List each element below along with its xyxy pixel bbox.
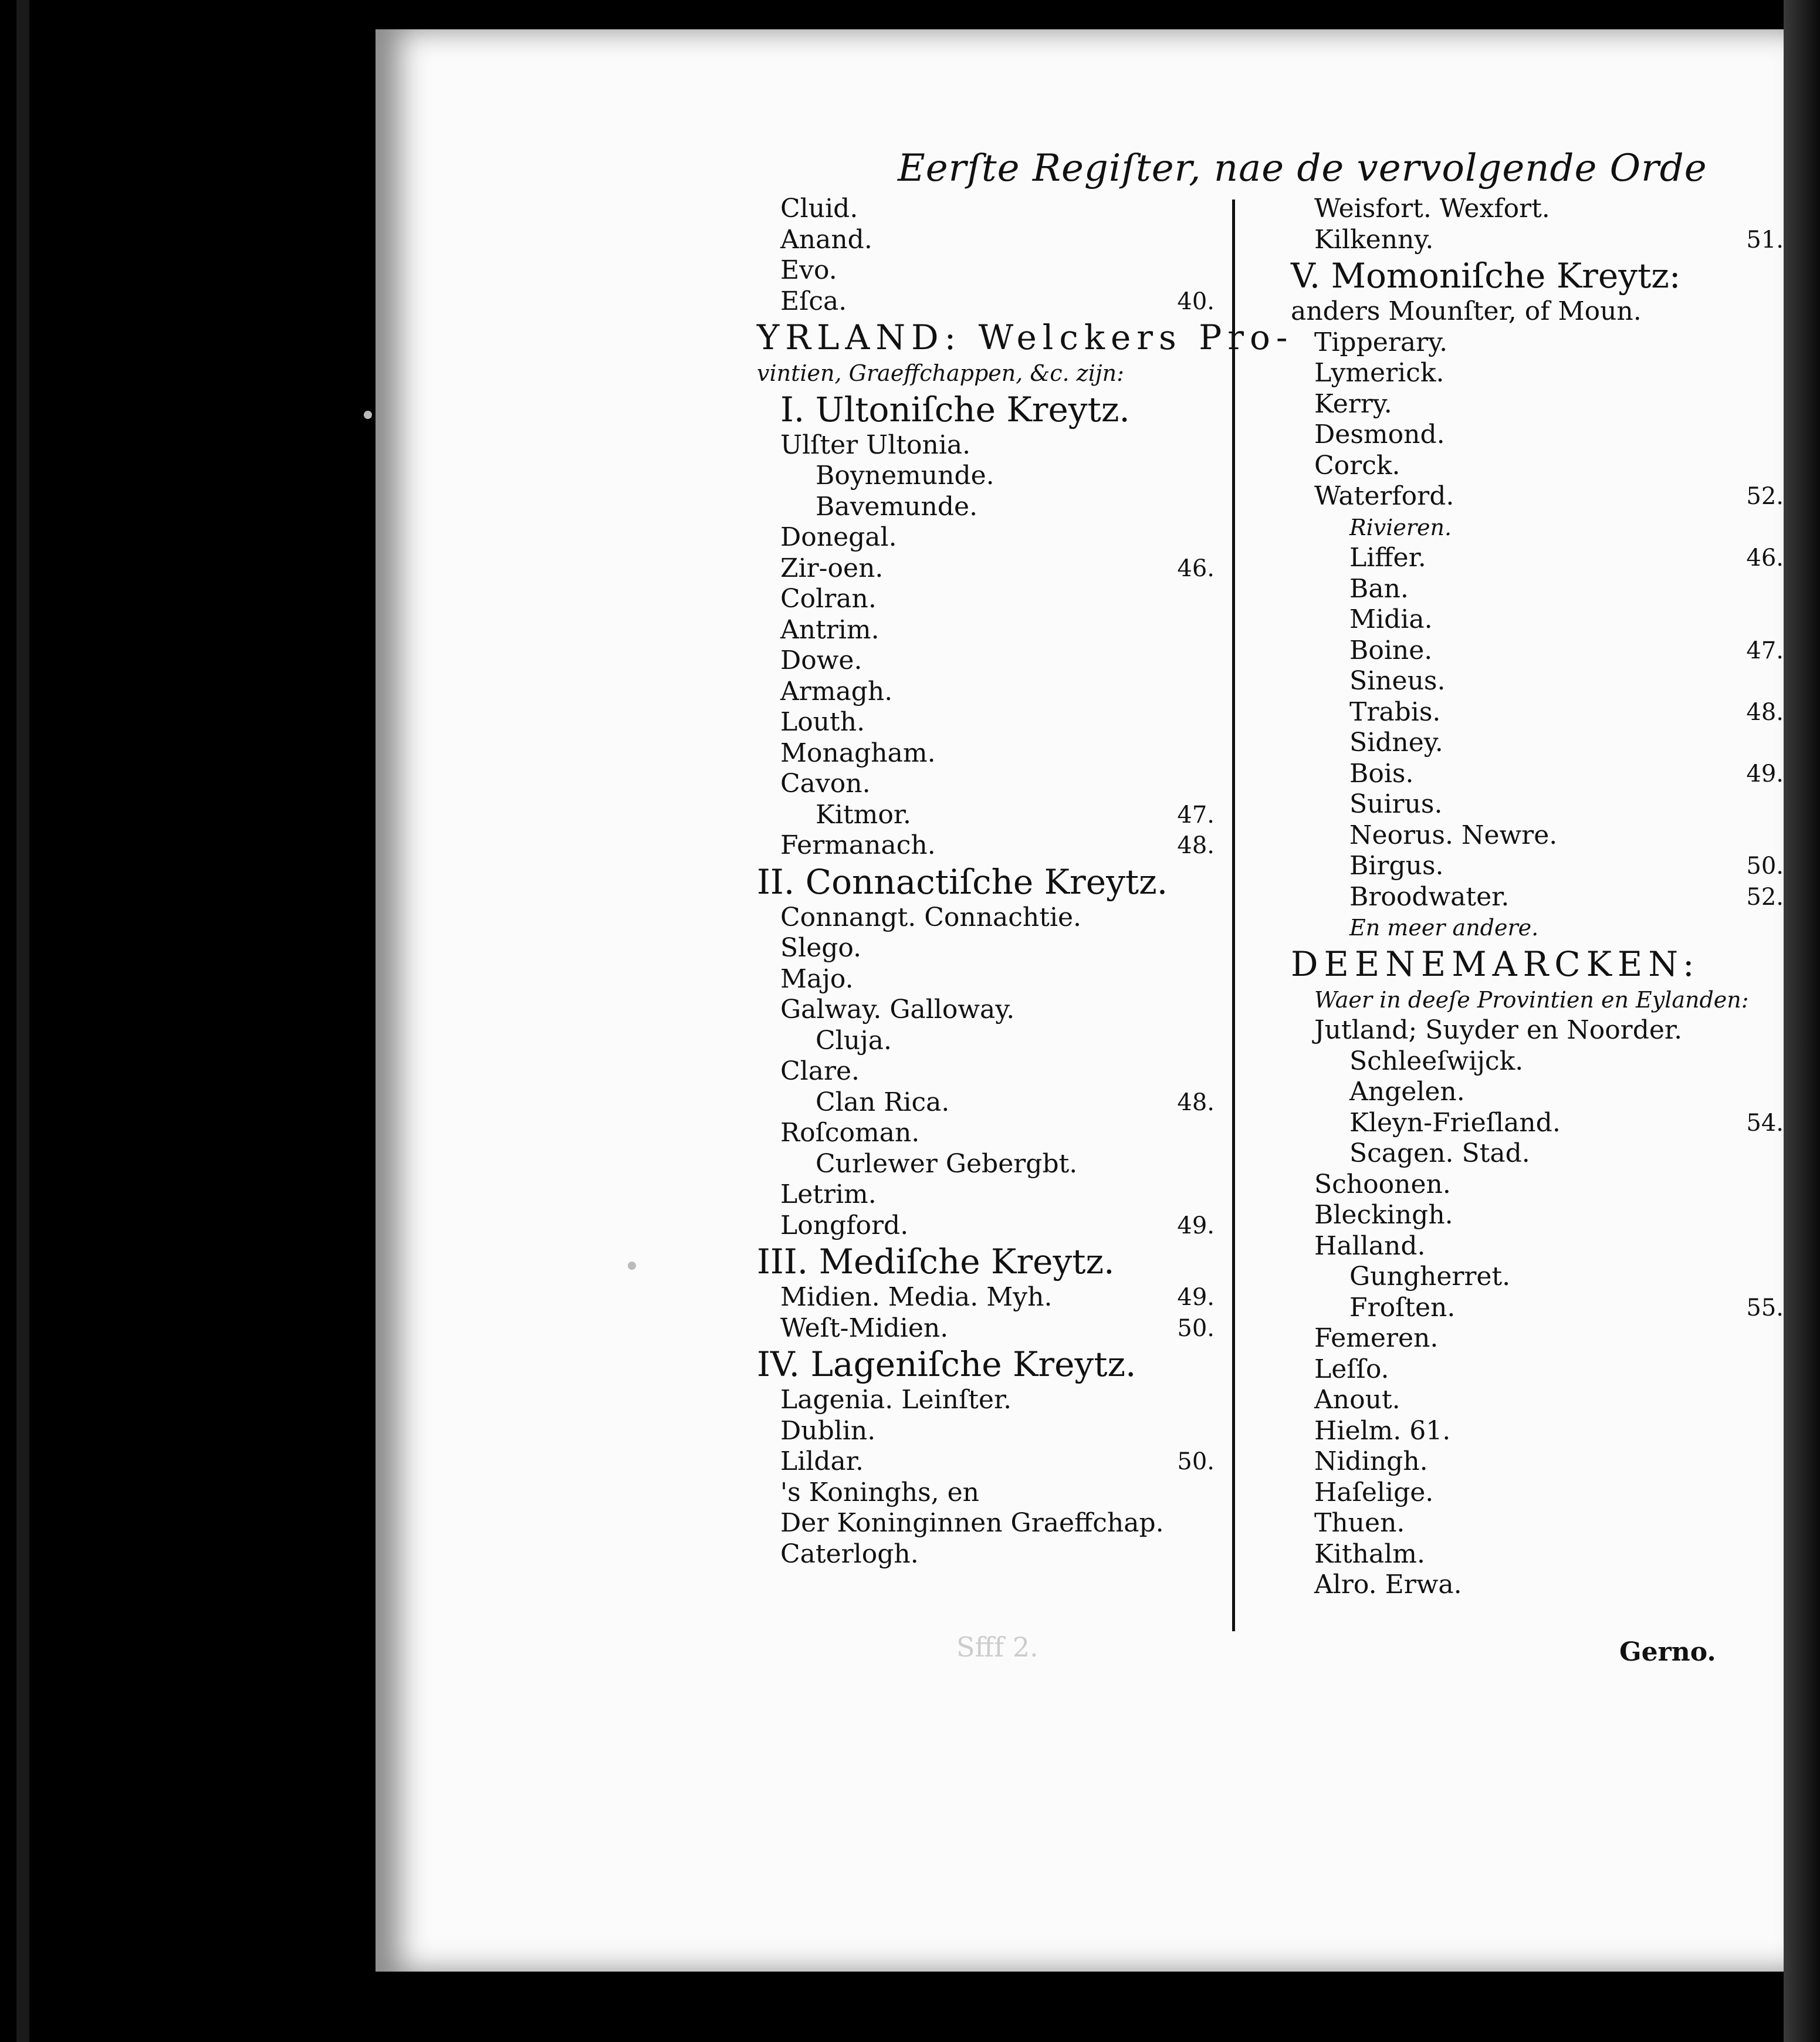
page-number: 48. xyxy=(1177,1088,1215,1116)
entry-text: Midia. xyxy=(1349,604,1433,634)
page-number: 47. xyxy=(1746,637,1784,664)
entry-text: Clare. xyxy=(780,1056,860,1086)
index-entry xyxy=(757,1149,1215,1180)
index-entry xyxy=(757,492,1215,523)
index-entry xyxy=(1291,1262,1748,1293)
index-entry xyxy=(1291,420,1748,451)
entry-text: Femeren. xyxy=(1314,1323,1439,1353)
index-entry xyxy=(757,800,1215,831)
page-signature: Sfff 2. xyxy=(956,1631,1038,1663)
index-entry xyxy=(1291,451,1748,482)
left-column xyxy=(757,194,1294,1570)
index-entry xyxy=(757,553,1215,584)
entry-text: Liffer. xyxy=(1349,543,1426,573)
entry-text: Jutland; Suyder en Noorder. xyxy=(1314,1015,1683,1045)
entry-text: Roſcoman. xyxy=(780,1118,920,1148)
entry-text: Nidingh. xyxy=(1314,1446,1428,1476)
index-entry xyxy=(1291,1231,1748,1262)
entry-text: Waterford. xyxy=(1314,481,1454,511)
index-entry xyxy=(757,1416,1215,1447)
index-entry xyxy=(1291,194,1748,225)
entry-text: II. Connactiſche Kreytz. xyxy=(757,861,1168,902)
index-entry xyxy=(757,317,1294,358)
entry-text: Weſt-Midien. xyxy=(780,1313,949,1343)
index-entry xyxy=(1291,358,1748,389)
index-entry xyxy=(757,1087,1215,1118)
page-number: 50. xyxy=(1177,1314,1215,1342)
entry-text: DEENEMARCKEN: xyxy=(1291,944,1700,984)
entry-text: Letrim. xyxy=(780,1179,877,1209)
entry-text: Froſten. xyxy=(1349,1292,1456,1323)
entry-text: Bavemunde. xyxy=(816,491,978,522)
index-entry xyxy=(757,461,1215,492)
index-entry xyxy=(1291,1416,1748,1447)
entry-text: Curlewer Gebergbt. xyxy=(816,1148,1078,1179)
right-column xyxy=(1291,194,1784,1601)
index-entry xyxy=(1291,296,1748,327)
entry-text: Clan Rica. xyxy=(816,1087,950,1117)
index-entry xyxy=(757,1344,1215,1385)
entry-text: Midien. Media. Myh. xyxy=(780,1282,1053,1312)
entry-text: Sidney. xyxy=(1349,728,1443,758)
entry-text: Suirus. xyxy=(1349,789,1443,819)
index-entry xyxy=(1291,1478,1748,1509)
index-entry xyxy=(1291,635,1784,667)
page-number: 50. xyxy=(1177,1448,1215,1475)
page-header: Eerſte Regiſter, nae de vervolgende Orde xyxy=(898,147,1707,190)
index-entry xyxy=(1291,1138,1748,1169)
index-entry xyxy=(1291,512,1748,543)
entry-text: Caterlogh. xyxy=(780,1539,919,1569)
entry-text: Waer in deeſe Provintien en Eylanden: xyxy=(1314,986,1749,1013)
index-entry xyxy=(757,769,1215,800)
index-entry xyxy=(757,707,1215,738)
index-entry xyxy=(757,286,1215,317)
catchword: Gerno. xyxy=(1619,1637,1716,1667)
entry-text: Alro. Erwa. xyxy=(1314,1570,1462,1600)
entry-text: Schleeſwijck. xyxy=(1349,1046,1524,1076)
book-spine xyxy=(16,0,29,2042)
page-number: 54. xyxy=(1746,1109,1784,1137)
entry-text: Tipperary. xyxy=(1314,327,1448,357)
entry-text: YRLAND: Welckers Pro- xyxy=(757,317,1294,357)
index-entry xyxy=(1291,1292,1784,1324)
entry-text: Zir-oen. xyxy=(780,553,884,583)
page-number: 49. xyxy=(1177,1284,1215,1311)
index-entry xyxy=(1291,728,1748,759)
index-entry xyxy=(1291,327,1748,359)
index-entry xyxy=(757,1478,1215,1509)
index-entry xyxy=(757,1446,1215,1478)
index-entry xyxy=(757,1026,1215,1057)
entry-text: Halland. xyxy=(1314,1230,1426,1261)
index-entry xyxy=(1291,389,1748,420)
entry-text: Gungherret. xyxy=(1349,1262,1511,1292)
entry-text: Leſſo. xyxy=(1314,1354,1389,1384)
entry-text: V. Momoniſche Kreytz: xyxy=(1291,256,1681,296)
index-entry xyxy=(757,645,1215,677)
page-number: 51. xyxy=(1746,226,1784,253)
index-entry xyxy=(1291,543,1784,574)
index-entry xyxy=(757,1241,1215,1282)
entry-text: Anout. xyxy=(1314,1385,1400,1415)
entry-text: Dublin. xyxy=(780,1415,876,1446)
index-entry xyxy=(757,677,1215,708)
entry-text: Scagen. Stad. xyxy=(1349,1138,1530,1168)
entry-text: Birgus. xyxy=(1349,851,1444,881)
index-entry xyxy=(757,1282,1215,1313)
index-entry xyxy=(1291,604,1748,635)
scan-edge xyxy=(1784,0,1820,2042)
index-entry xyxy=(1291,1570,1748,1601)
index-entry xyxy=(757,1056,1215,1087)
entry-text: 's Koninghs, en xyxy=(780,1477,980,1507)
index-entry xyxy=(757,1508,1215,1539)
index-entry xyxy=(757,830,1215,861)
index-entry xyxy=(757,430,1215,461)
page-number: 55. xyxy=(1746,1294,1784,1321)
index-entry xyxy=(757,933,1215,964)
page-number: 40. xyxy=(1177,288,1215,315)
entry-text: Colran. xyxy=(780,584,877,614)
index-entry xyxy=(1291,1508,1748,1539)
entry-text: En meer andere. xyxy=(1349,915,1539,941)
index-entry xyxy=(757,1211,1215,1242)
entry-text: Lildar. xyxy=(780,1446,864,1476)
entry-text: Bleckingh. xyxy=(1314,1200,1453,1230)
index-entry xyxy=(1291,912,1748,944)
entry-text: Schoonen. xyxy=(1314,1169,1451,1199)
entry-text: Monagham. xyxy=(780,738,936,768)
entry-text: Desmond. xyxy=(1314,420,1445,449)
entry-text: Donegal. xyxy=(780,522,897,552)
page-number: 52. xyxy=(1746,883,1784,911)
entry-text: I. Ultoniſche Kreytz. xyxy=(780,389,1130,430)
index-entry xyxy=(1291,851,1784,882)
entry-text: Longford. xyxy=(780,1210,909,1240)
page-number: 46. xyxy=(1746,545,1784,572)
entry-text: Connangt. Connachtie. xyxy=(780,902,1082,932)
index-entry xyxy=(1291,1107,1784,1139)
entry-text: Slego. xyxy=(780,933,862,963)
entry-text: anders Mounſter, of Moun. xyxy=(1291,296,1642,326)
entry-text: Rivieren. xyxy=(1349,514,1452,540)
index-entry xyxy=(757,358,1215,389)
entry-text: Corck. xyxy=(1314,450,1400,481)
index-entry xyxy=(757,225,1215,256)
entry-text: Armagh. xyxy=(780,676,893,706)
index-entry xyxy=(1291,1015,1748,1046)
index-entry xyxy=(1291,789,1748,820)
index-entry xyxy=(1291,1077,1748,1108)
index-entry xyxy=(757,194,1215,225)
index-entry xyxy=(757,615,1215,646)
entry-text: Dowe. xyxy=(780,645,862,675)
index-entry xyxy=(1291,758,1784,790)
index-entry xyxy=(757,255,1215,286)
entry-text: Der Koninginnen Graeffchap. xyxy=(780,1508,1164,1538)
page-number: 49. xyxy=(1746,760,1784,787)
index-entry xyxy=(757,738,1215,769)
entry-text: III. Mediſche Kreytz. xyxy=(757,1242,1115,1282)
index-entry xyxy=(757,861,1215,902)
index-entry xyxy=(1291,1200,1748,1231)
entry-text: Galway. Galloway. xyxy=(780,995,1015,1025)
entry-text: Hielm. 61. xyxy=(1314,1415,1451,1446)
page-number: 47. xyxy=(1177,801,1215,829)
index-entry xyxy=(757,1539,1215,1570)
index-entry xyxy=(1291,985,1748,1016)
index-entry xyxy=(1291,881,1784,913)
entry-text: Bois. xyxy=(1349,758,1414,789)
index-entry xyxy=(1291,1169,1748,1201)
column-divider xyxy=(1232,200,1235,1631)
index-entry xyxy=(1291,255,1748,296)
index-entry xyxy=(757,1179,1215,1211)
entry-text: Kleyn-Frieſland. xyxy=(1349,1107,1561,1138)
index-entry xyxy=(757,995,1215,1026)
index-entry xyxy=(757,1385,1215,1416)
index-entry xyxy=(757,1313,1215,1344)
entry-text: Evo. xyxy=(780,255,837,285)
index-entry xyxy=(757,584,1215,615)
page-number: 48. xyxy=(1177,832,1215,859)
index-entry xyxy=(1291,1446,1748,1478)
index-entry xyxy=(1291,820,1748,851)
page-number: 49. xyxy=(1177,1212,1215,1239)
entry-text: Sineus. xyxy=(1349,666,1446,696)
speck-mark xyxy=(364,411,372,419)
entry-text: Fermanach. xyxy=(780,830,936,860)
index-entry xyxy=(1291,574,1748,605)
index-entry xyxy=(1291,1046,1748,1077)
entry-text: Haſelige. xyxy=(1314,1477,1434,1507)
speck-mark xyxy=(628,1262,636,1270)
entry-text: Trabis. xyxy=(1349,697,1441,727)
index-entry xyxy=(757,389,1215,430)
entry-text: Kithalm. xyxy=(1314,1539,1425,1569)
entry-text: Cluja. xyxy=(816,1025,892,1056)
entry-text: Cavon. xyxy=(780,769,871,799)
entry-text: Boine. xyxy=(1349,635,1433,665)
index-entry xyxy=(757,902,1215,934)
index-entry xyxy=(1291,1323,1748,1354)
index-entry xyxy=(757,964,1215,995)
index-entry xyxy=(1291,1354,1748,1385)
entry-text: Lymerick. xyxy=(1314,358,1445,388)
entry-text: Kerry. xyxy=(1314,388,1392,419)
entry-text: IV. Lageniſche Kreytz. xyxy=(757,1344,1136,1384)
entry-text: Eſca. xyxy=(780,286,847,316)
entry-text: vintien, Graeffchappen, &c. zijn: xyxy=(757,360,1124,386)
page-number: 50. xyxy=(1746,853,1784,880)
entry-text: Broodwater. xyxy=(1349,881,1510,912)
index-entry xyxy=(1291,1385,1748,1416)
index-entry xyxy=(757,522,1215,553)
index-entry xyxy=(757,1118,1215,1149)
page-number: 46. xyxy=(1177,555,1215,582)
entry-text: Neorus. Newre. xyxy=(1349,820,1558,850)
page-number: 52. xyxy=(1746,483,1784,510)
entry-text: Weisfort. Wexfort. xyxy=(1314,194,1550,224)
entry-text: Antrim. xyxy=(780,614,879,645)
entry-text: Lagenia. Leinſter. xyxy=(780,1385,1012,1415)
entry-text: Cluid. xyxy=(780,194,858,224)
entry-text: Louth. xyxy=(780,707,865,737)
index-entry xyxy=(1291,697,1784,728)
index-entry xyxy=(1291,1539,1748,1570)
index-entry xyxy=(1291,944,1748,985)
entry-text: Majo. xyxy=(780,963,854,994)
entry-text: Kitmor. xyxy=(816,799,912,830)
entry-text: Ban. xyxy=(1349,573,1409,604)
entry-text: Thuen. xyxy=(1314,1508,1405,1538)
entry-text: Boynemunde. xyxy=(816,461,994,491)
index-entry xyxy=(1291,224,1784,256)
entry-text: Angelen. xyxy=(1349,1077,1465,1107)
index-entry xyxy=(1291,666,1748,697)
entry-text: Ulſter Ultonia. xyxy=(780,430,971,460)
entry-text: Anand. xyxy=(780,224,872,255)
index-entry xyxy=(1291,481,1784,512)
entry-text: Kilkenny. xyxy=(1314,224,1434,255)
page-number: 48. xyxy=(1746,698,1784,726)
